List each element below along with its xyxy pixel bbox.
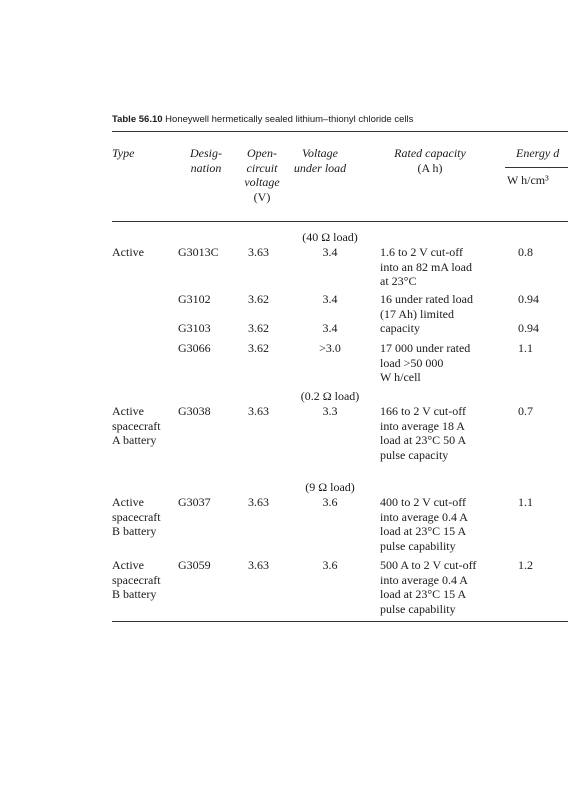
row-energy: 0.94 — [518, 292, 539, 306]
row-vul: 3.6 — [322, 558, 338, 572]
row-capacity: capacity — [380, 321, 420, 335]
row-designation: G3038 — [178, 404, 211, 418]
row-ocv: 3.63 — [248, 245, 269, 259]
row-energy: 0.94 — [518, 321, 539, 335]
row-energy: 1.1 — [518, 341, 533, 355]
row-type: Active spacecraft A battery — [112, 404, 161, 448]
row-ocv: 3.62 — [248, 341, 269, 355]
row-designation: G3102 — [178, 292, 211, 306]
row-designation: G3066 — [178, 341, 211, 355]
row-ocv: 3.62 — [248, 321, 269, 335]
header-rated-capacity: Rated capacity (A h) — [394, 146, 466, 175]
row-designation: G3103 — [178, 321, 211, 335]
row-vul: 3.3 — [322, 404, 338, 418]
header-designation: Desig- nation — [190, 146, 222, 175]
header-type: Type — [112, 146, 135, 160]
row-ocv: 3.63 — [248, 495, 269, 509]
row-designation: G3013C — [178, 245, 219, 259]
row-energy: 0.7 — [518, 404, 533, 418]
row-vul: 3.4 — [322, 245, 338, 259]
row-capacity: 500 A to 2 V cut-off into average 0.4 A load at 23°C 15 A pulse capability — [380, 558, 477, 616]
header-open-circuit-voltage: Open- circuit voltage (V) — [244, 146, 280, 204]
row-designation: G3037 — [178, 495, 211, 509]
row-type: Active — [112, 245, 144, 259]
row-capacity: 1.6 to 2 V cut-off into an 82 mA load at 23°C — [380, 245, 472, 289]
row-type: Active spacecraft B battery — [112, 558, 161, 602]
row-ocv: 3.63 — [248, 558, 269, 572]
row-vul: >3.0 — [319, 341, 341, 355]
row-vul: 3.4 — [322, 321, 338, 335]
header-bottom-rule — [112, 221, 568, 222]
row-capacity: 166 to 2 V cut-off into average 18 A load at 23°C 50 A pulse capacity — [380, 404, 467, 462]
table-number: Table 56.10 — [112, 114, 163, 125]
row-type: Active spacecraft B battery — [112, 495, 161, 539]
header-voltage-under-load: Voltage under load — [293, 146, 347, 175]
load-label: (40 Ω load) — [302, 230, 358, 244]
row-ocv: 3.63 — [248, 404, 269, 418]
load-label: (9 Ω load) — [305, 480, 355, 494]
load-label: (0.2 Ω load) — [300, 389, 360, 403]
row-energy: 1.2 — [518, 558, 533, 572]
row-capacity: 17 000 under rated load >50 000 W h/cell — [380, 341, 471, 385]
energy-sub-rule — [505, 167, 568, 168]
table-title: Honeywell hermetically sealed lithium–thionyl chloride cells — [165, 114, 414, 125]
row-capacity: 400 to 2 V cut-off into average 0.4 A load at 23°C 15 A pulse capability — [380, 495, 468, 553]
bottom-rule — [112, 621, 568, 622]
top-rule — [112, 131, 568, 132]
row-capacity: 16 under rated load (17 Ah) limited — [380, 292, 473, 321]
row-designation: G3059 — [178, 558, 211, 572]
table-caption — [112, 114, 413, 125]
row-vul: 3.6 — [322, 495, 338, 509]
header-energy-density: Energy d — [516, 146, 560, 160]
header-energy-unit: W h/cm³ — [507, 173, 549, 187]
row-ocv: 3.62 — [248, 292, 269, 306]
row-vul: 3.4 — [322, 292, 338, 306]
row-energy: 0.8 — [518, 245, 533, 259]
row-energy: 1.1 — [518, 495, 533, 509]
